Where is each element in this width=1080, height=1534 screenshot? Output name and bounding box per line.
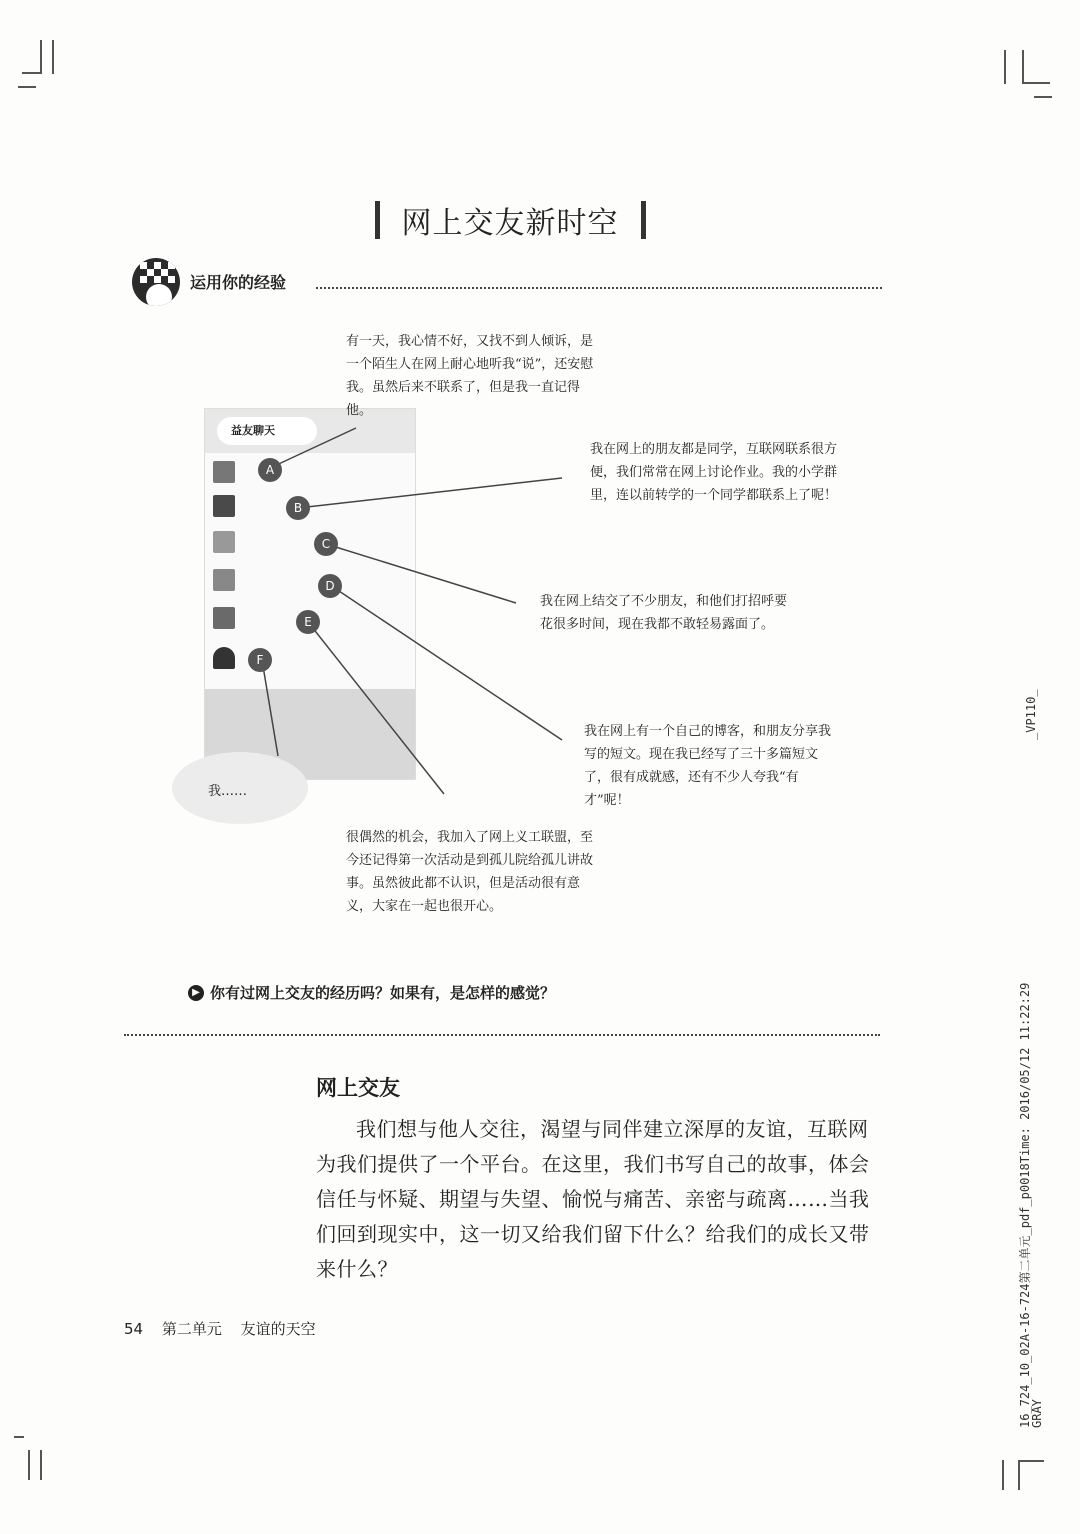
speech-bubble-text: 我…… (208, 784, 248, 799)
badge-e: E (296, 610, 320, 634)
badge-a: A (258, 458, 282, 482)
badge-b: B (286, 496, 310, 520)
page-title-text: 网上交友新时空 (401, 206, 619, 241)
note-c: 我在网上结交了不少朋友，和他们打招呼要花很多时间，现在我都不敢轻易露面了。 (540, 594, 788, 632)
note-d: 我在网上有一个自己的博客，和朋友分享我写的短文。现在我已经写了三十多篇短文了，很有成就感，还有不少人夸我“有才”呢！ (584, 724, 832, 808)
unit-label: 第二单元 (161, 1320, 222, 1338)
arrow-right-icon: ▶ (188, 985, 204, 1001)
margin-gray-label: GRAY (1030, 1399, 1044, 1428)
page-number: 54 (124, 1320, 144, 1338)
discussion-question (188, 982, 555, 1003)
badge-d: D (318, 574, 342, 598)
chat-app-title: 益友聊天 (217, 417, 317, 445)
badge-c: C (314, 532, 338, 556)
badge-f: F (248, 648, 272, 672)
question-text: 你有过网上交友的经历吗？如果有，是怎样的感觉？ (210, 984, 556, 1002)
note-e: 很偶然的机会，我加入了网上义工联盟，至今还记得第一次活动是到孤儿院给孤儿讲故事。虽然彼此都不认识，但是活动很有意义，大家在一起也很开心。 (346, 830, 594, 914)
subsection-heading: 网上交友 (316, 1076, 400, 1100)
question-divider (124, 1034, 880, 1036)
subsection-paragraph: 我们想与他人交往，渴望与同伴建立深厚的友谊，互联网为我们提供了一个平台。在这里，我们书写自己的故事，体会信任与怀疑、期望与失望、愉悦与痛苦、亲密与疏离……当我们回到现实中，这一切又给我们留下什么？给我们的成长又带来什么？ (316, 1117, 870, 1281)
margin-file-info: 16_724_10_02A-16-724第二单元_pdf_p0018Time: 2016/05/12 11:22:29 (1018, 982, 1032, 1428)
page-footer (124, 1318, 330, 1339)
section-label: 运用你的经验 (190, 273, 287, 292)
margin-vp-code: _VP110_ (1024, 689, 1038, 740)
unit-title: 友谊的天空 (240, 1320, 316, 1338)
note-a: 有一天，我心情不好，又找不到人倾诉，是一个陌生人在网上耐心地听我“说”，还安慰我。虽然后来不联系了，但是我一直记得他。 (346, 334, 594, 418)
note-b: 我在网上的朋友都是同学，互联网联系很方便，我们常常在网上讨论作业。我的小学群里，连以前转学的一个同学都联系上了呢！ (590, 442, 838, 503)
